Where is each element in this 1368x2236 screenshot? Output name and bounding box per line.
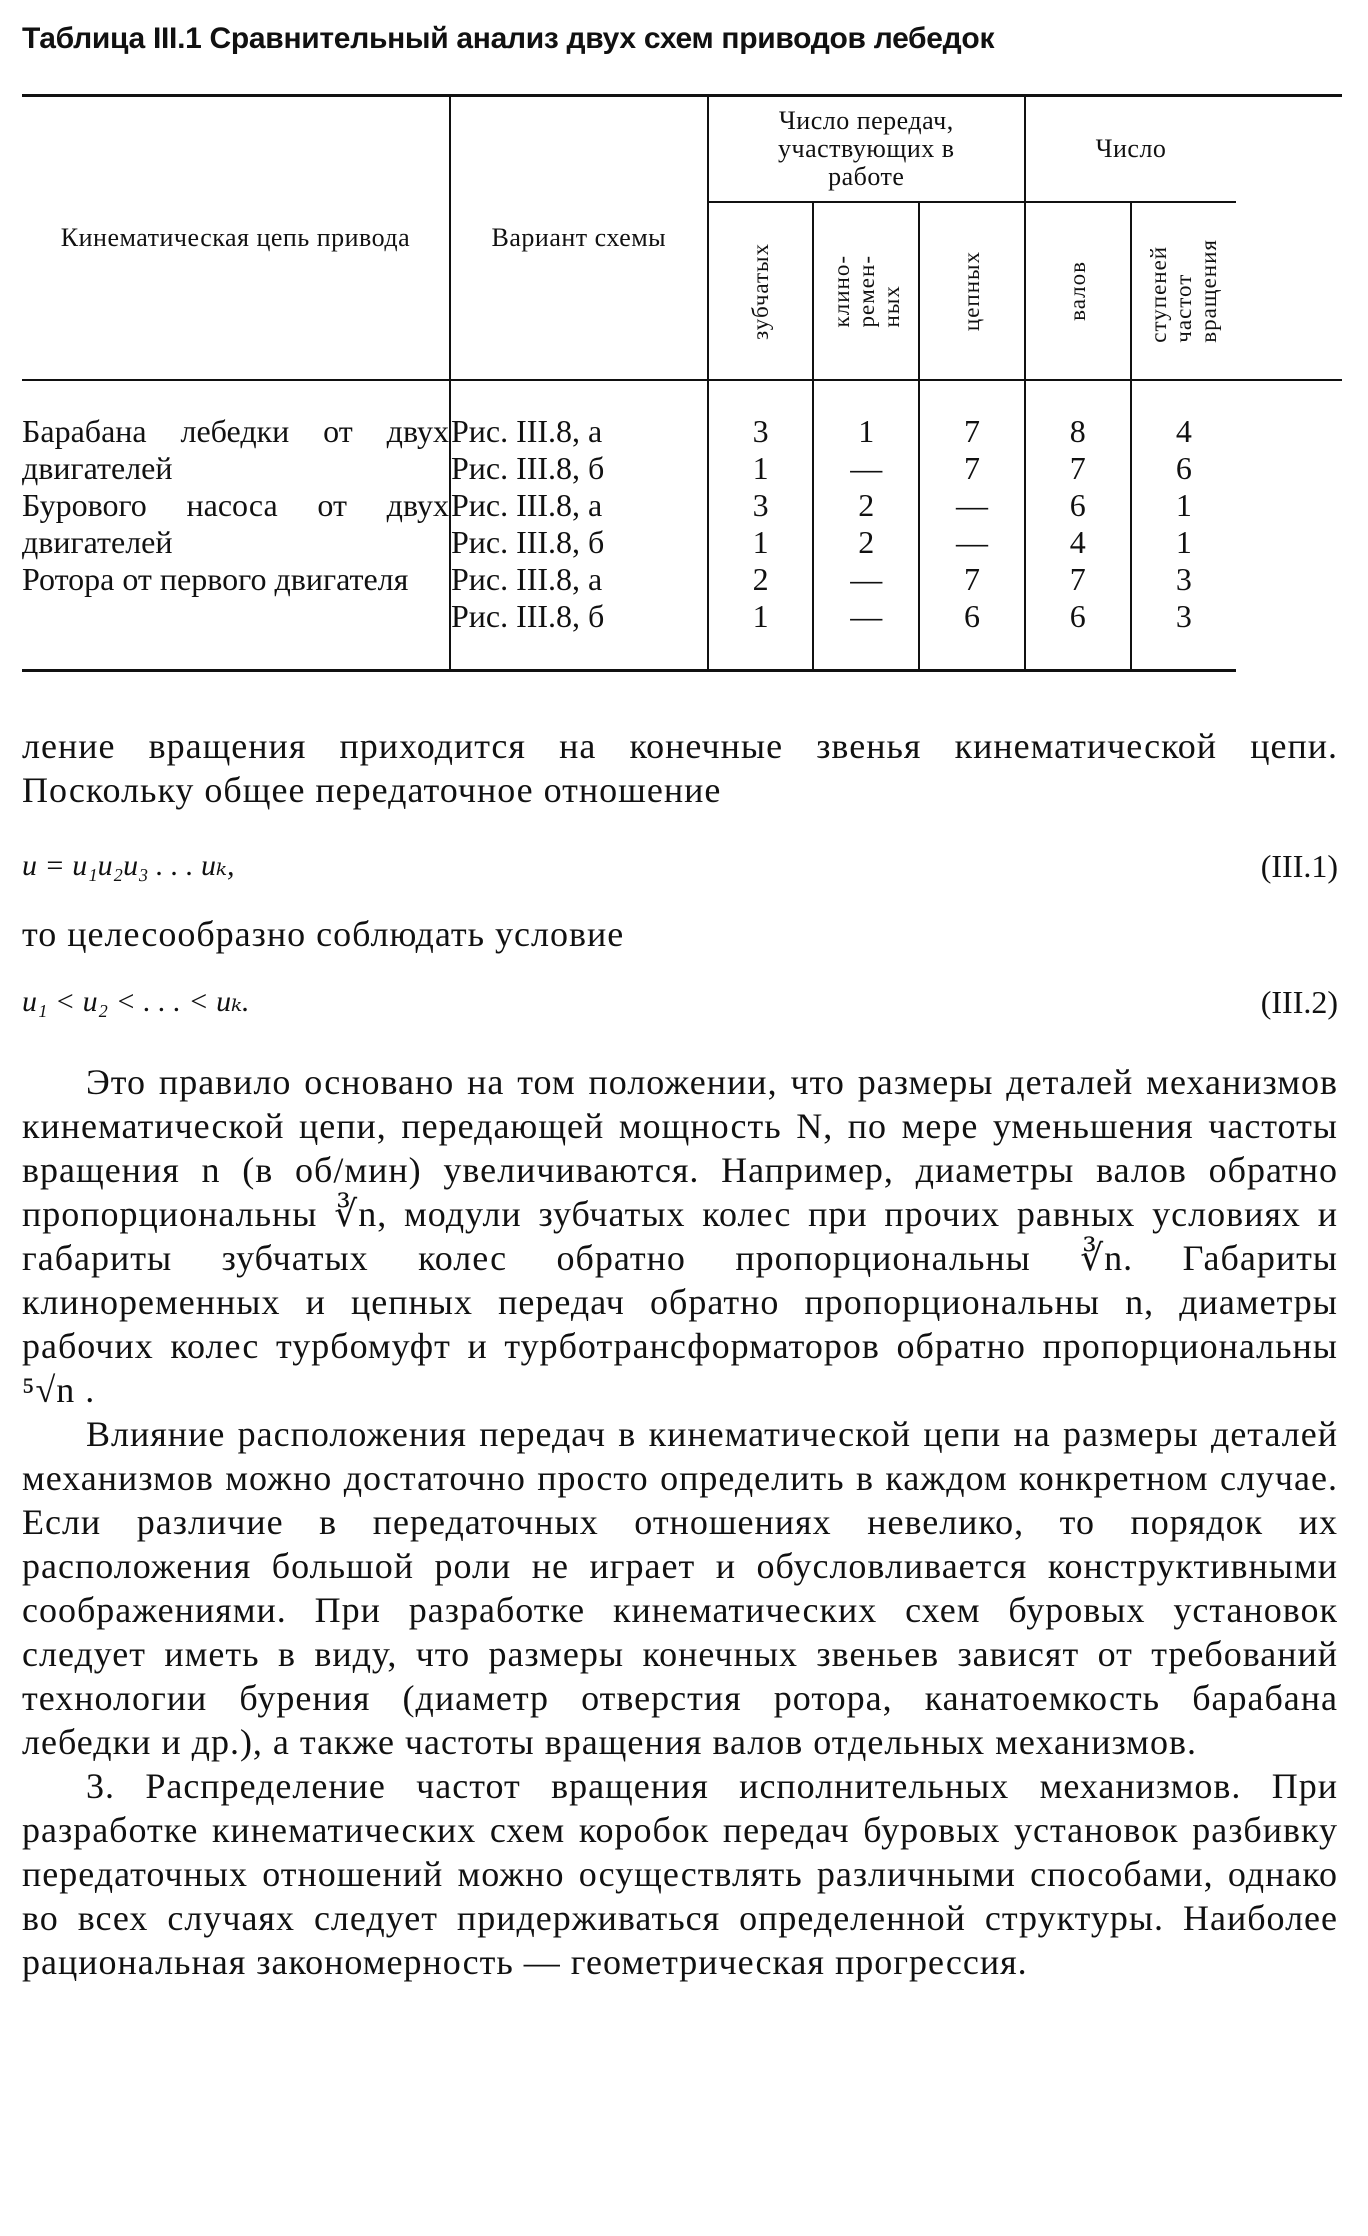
variant-cell: Рис. III.8, б bbox=[450, 524, 605, 560]
variant-cell: Рис. III.8, а bbox=[450, 487, 603, 523]
equation-2: u₁ < u₂ < . . . < uₖ. (III.2) bbox=[22, 984, 1338, 1020]
paragraph-rule: Это правило основано на том положении, что размеры деталей механизмов кинематической цепи, передающей мощность N, по мере уменьшения частоты вращения n (в об/мин) увеличиваются. Например, диаметры валов обратно пропорциональны ∛n, модули зубчатых колес при прочих равных условиях и габариты зубчатых колес обратно пропорциональны ∛n. Габариты клиноременных и цепных передач обратно пропорциональны n, диаметры рабочих колес турбомуфт и турботрансформаторов обратно пропорциональны ⁵√n . bbox=[22, 1062, 1338, 1410]
table-row: Ротора от первого двигателя Рис. III.8, а Рис. III.8, б 2 1 — — 7 6 7 6 3 3 bbox=[22, 561, 1342, 671]
variant-cell: Рис. III.8, б bbox=[450, 450, 605, 486]
row-label: Ротора от первого двигателя bbox=[22, 561, 450, 671]
paragraph-condition: то целесообразно соблюдать условие bbox=[22, 914, 625, 954]
header-shafts: валов bbox=[1025, 202, 1131, 379]
header-transmissions-group: Число передач, участвующих в работе bbox=[708, 96, 1025, 203]
table-row: Бурового насоса от двух двигателей Рис. III.8, а Рис. III.8, б 3 1 2 2 — — 6 4 1 1 bbox=[22, 487, 1342, 561]
paragraph-distribution: 3. Распределение частот вращения исполнительных механизмов. При разработке кинематических схем коробок передач буровых установок разбивку передаточных отношений можно осуществлять различными способами, однако во всех случаях следует придерживаться определенной структуры. Наиболее рациональная закономерность — геометрическая прогрессия. bbox=[22, 1766, 1338, 1982]
table-caption: Таблица III.1 Сравнительный анализ двух схем приводов лебедок bbox=[22, 22, 995, 55]
variant-cell: Рис. III.8, а bbox=[450, 413, 603, 449]
paragraph-influence: Влияние расположения передач в кинематической цепи на размеры деталей механизмов можно достаточно просто определить в каждом конкретном случае. Если различие в передаточных отношениях невелико, то порядок их расположения большой роли не играет и обусловливается конструктивными соображениями. При разработке кинематических схем буровых установок следует иметь в виду, что размеры конечных звеньев зависят от требований технологии бурения (диаметр отверстия ротора, канатоемкость барабана лебедки и др.), а также частоты вращения валов отдельных механизмов. bbox=[22, 1414, 1338, 1762]
equation-2-number: (III.2) bbox=[1260, 984, 1338, 1020]
table-row: Барабана лебедки от двух двигателей Рис. III.8, а Рис. III.8, б 3 1 1 — 7 7 8 7 4 6 bbox=[22, 380, 1342, 487]
equation-1: u = u₁u₂u₃ . . . uₖ, (III.1) bbox=[22, 848, 1338, 884]
comparison-table bbox=[22, 94, 1342, 672]
header-chain-drive: цепных bbox=[919, 202, 1025, 379]
header-number-group: Число bbox=[1025, 96, 1236, 203]
header-vbelt: клино- ремен- ных bbox=[813, 202, 919, 379]
header-steps: ступеней частот вращения bbox=[1131, 202, 1237, 379]
row-label: Барабана лебедки от двух двигателей bbox=[22, 413, 449, 486]
paragraph-continuation: ление вращения приходится на конечные звенья кинематической цепи. Поскольку общее передаточное отношение bbox=[22, 726, 1338, 810]
equation-1-number: (III.1) bbox=[1260, 848, 1338, 884]
variant-cell: Рис. III.8, б bbox=[450, 598, 605, 634]
variant-cell: Рис. III.8, а bbox=[450, 561, 603, 597]
header-gear: зубчатых bbox=[708, 202, 814, 379]
row-label: Бурового насоса от двух двигателей bbox=[22, 487, 449, 560]
header-chain: Кинематическая цепь привода bbox=[22, 96, 450, 380]
header-variant: Вариант схемы bbox=[450, 96, 708, 380]
